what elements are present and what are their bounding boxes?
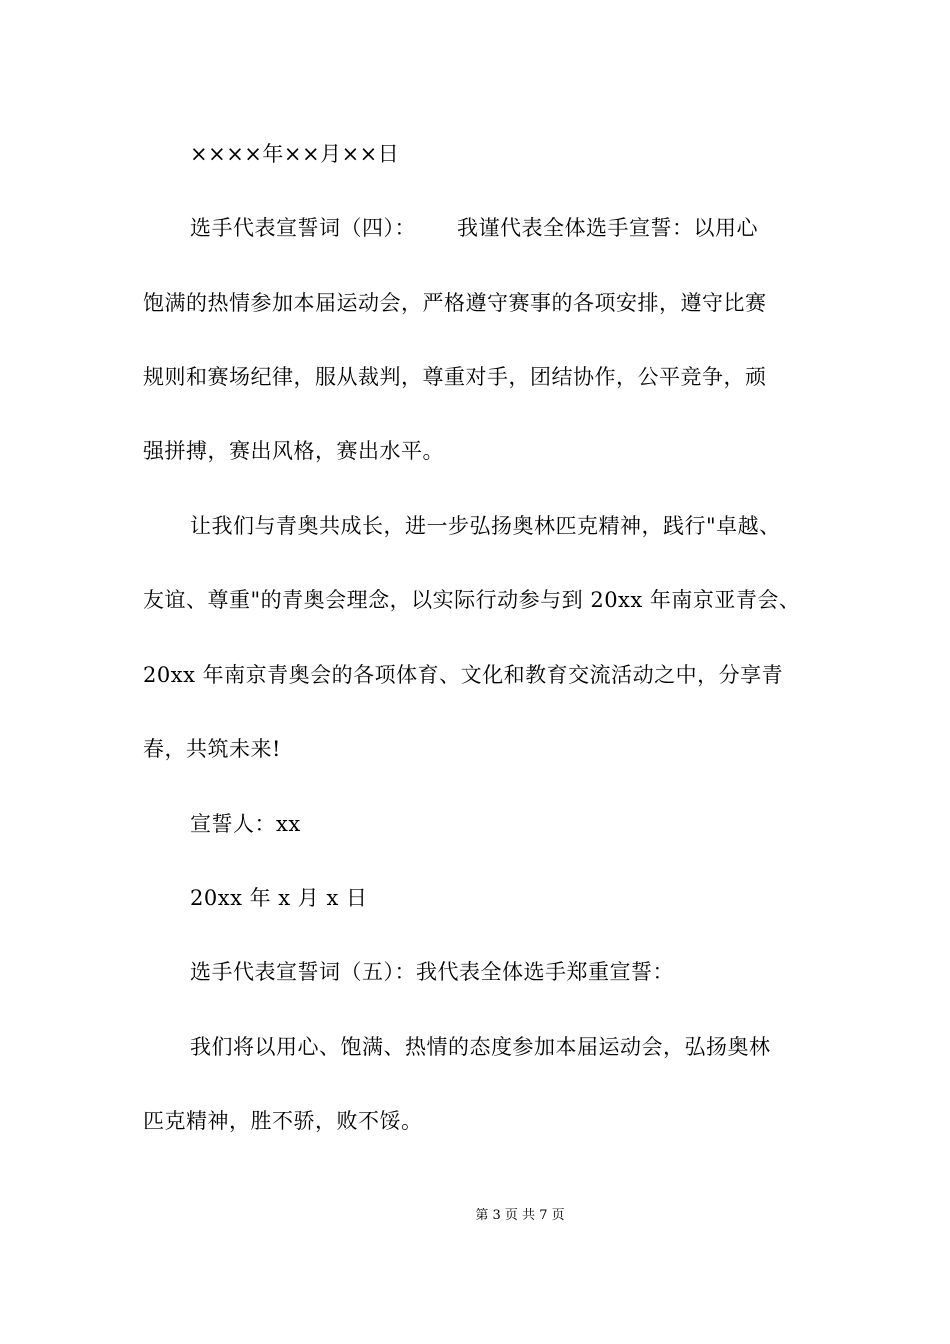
signer: 宣誓人：xx [190,812,301,836]
page-number-footer: 第 3 页 共 7 页 [475,1208,565,1223]
date-line: ××××年××月××日 [190,142,400,166]
oath4-line4: 强拼搏，赛出风格，赛出水平。 [143,439,444,463]
sign-date: 20xx 年 x 月 x 日 [190,886,368,910]
oath5-line1: 我们将以用心、饱满、热情的态度参加本届运动会，弘扬奥林 [190,1035,771,1059]
oath4-heading: 选手代表宣誓词（四）： [190,216,416,240]
para2-line4: 春，共筑未来! [143,737,281,761]
oath4-line3: 规则和赛场纪律，服从裁判，尊重对手，团结协作，公平竞争，顽 [143,365,767,389]
para2-line1: 让我们与青奥共成长，进一步弘扬奥林匹克精神，践行"卓越、 [190,514,781,538]
para2-line2: 友谊、尊重"的青奥会理念，以实际行动参与到 20xx 年南京亚青会、 [143,588,801,612]
oath5-heading: 选手代表宣誓词（五）：我代表全体选手郑重宣誓： [190,960,674,984]
oath5-line2: 匹克精神，胜不骄，败不馁。 [143,1109,423,1133]
para2-line3: 20xx 年南京青奥会的各项体育、文化和教育交流活动之中，分享青 [143,663,784,687]
oath4-line1: 我谨代表全体选手宣誓：以用心 [457,216,758,240]
oath4-line2: 饱满的热情参加本届运动会，严格遵守赛事的各项安排，遵守比赛 [143,291,767,315]
